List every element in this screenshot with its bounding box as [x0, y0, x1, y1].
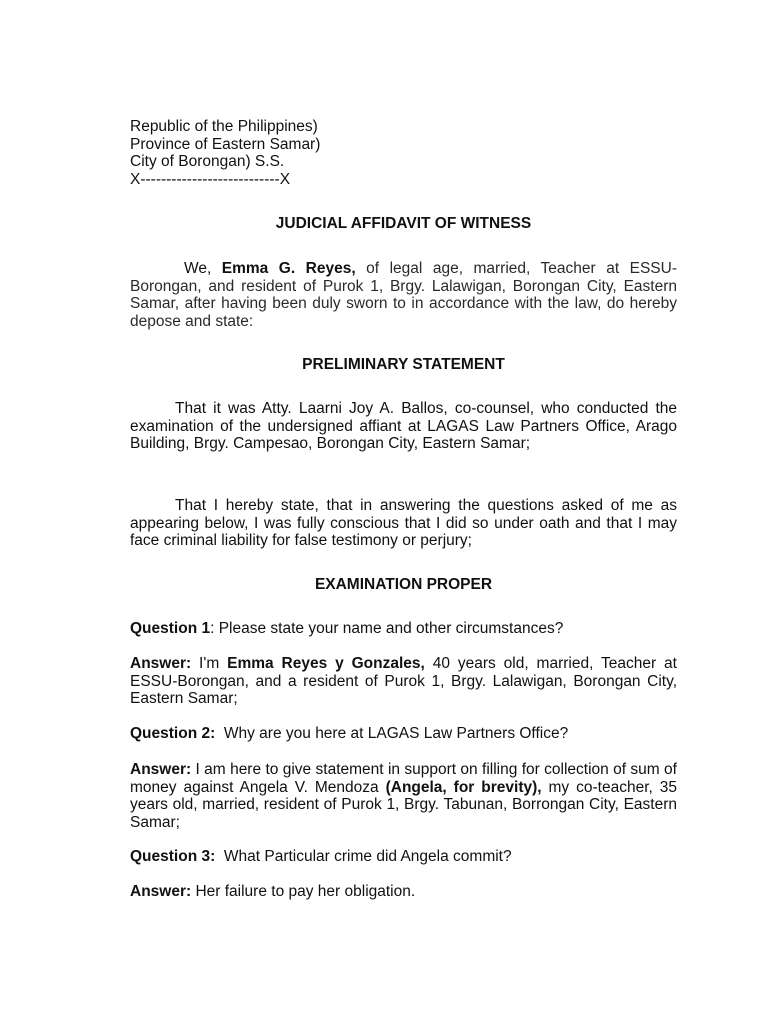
answer-2-pre: I am here to give statement in support on filling for collection of sum of money against Angela V. Mendoza	[130, 761, 677, 796]
intro-paragraph	[130, 260, 677, 331]
answer-3	[130, 883, 677, 901]
question-2-label: Question 2:	[130, 725, 216, 742]
question-3	[130, 848, 677, 866]
answer-1-label: Answer:	[130, 655, 192, 672]
answer-1-rest: 40 years old, married, Teacher at ESSU-Borongan, and a resident of Purok 1, Brgy. Lalawigan, Borongan City, Eastern Samar;	[130, 655, 677, 708]
answer-3-text: Her failure to pay her obligation.	[191, 883, 416, 900]
examination-heading: EXAMINATION PROPER	[314, 576, 493, 593]
intro-lead: We,	[184, 260, 222, 277]
caption-city: City of Borongan) S.S.	[130, 153, 285, 171]
answer-1-name: Emma Reyes y Gonzales,	[227, 655, 425, 672]
affiant-name: Emma G. Reyes,	[221, 260, 356, 277]
question-2-text: Why are you here at LAGAS Law Partners Office?	[215, 725, 569, 742]
caption-province: Province of Eastern Samar)	[130, 135, 321, 153]
intro-rest: of legal age, married, Teacher at ESSU-Borongan, and resident of Purok 1, Brgy. Lalawigan, Borongan City, Eastern Samar, after having been duly sworn to in accordance with the law, do hereby depose and state:	[130, 260, 677, 331]
caption-republic: Republic of the Philippines)	[130, 118, 318, 135]
answer-2-label: Answer:	[130, 761, 192, 778]
answer-2-bold: (Angela, for brevity),	[385, 778, 542, 796]
question-3-text: What Particular crime did Angela commit?	[215, 848, 512, 865]
caption-separator: X---------------------------X	[130, 171, 291, 189]
answer-2	[130, 761, 677, 832]
preliminary-para-2: That I hereby state, that in answering the questions asked of me as appearing below, I was fully conscious that I did so under oath and that I may face criminal liability for false testimony or perjury;	[130, 497, 677, 550]
question-1	[130, 620, 677, 638]
answer-3-label: Answer:	[130, 883, 192, 900]
document-title: JUDICIAL AFFIDAVIT OF WITNESS	[275, 215, 532, 232]
preliminary-para-1: That it was Atty. Laarni Joy A. Ballos, co-counsel, who conducted the examination of the undersigned affiant at LAGAS Law Partners Office, Arago Building, Brgy. Campesao, Borongan City, Eastern Samar;	[130, 400, 677, 453]
answer-1-pre: I'm	[191, 655, 228, 672]
question-1-label: Question 1	[130, 620, 211, 637]
answer-1	[130, 655, 677, 708]
preliminary-heading: PRELIMINARY STATEMENT	[302, 356, 505, 373]
answer-2-rest: my co-teacher, 35 years old, married, resident of Purok 1, Brgy. Tabunan, Borrongan City, Eastern Samar;	[130, 778, 677, 832]
venue-caption	[130, 118, 677, 189]
question-2	[130, 725, 677, 743]
question-3-label: Question 3:	[130, 848, 216, 865]
question-1-text: : Please state your name and other circumstances?	[210, 620, 564, 637]
